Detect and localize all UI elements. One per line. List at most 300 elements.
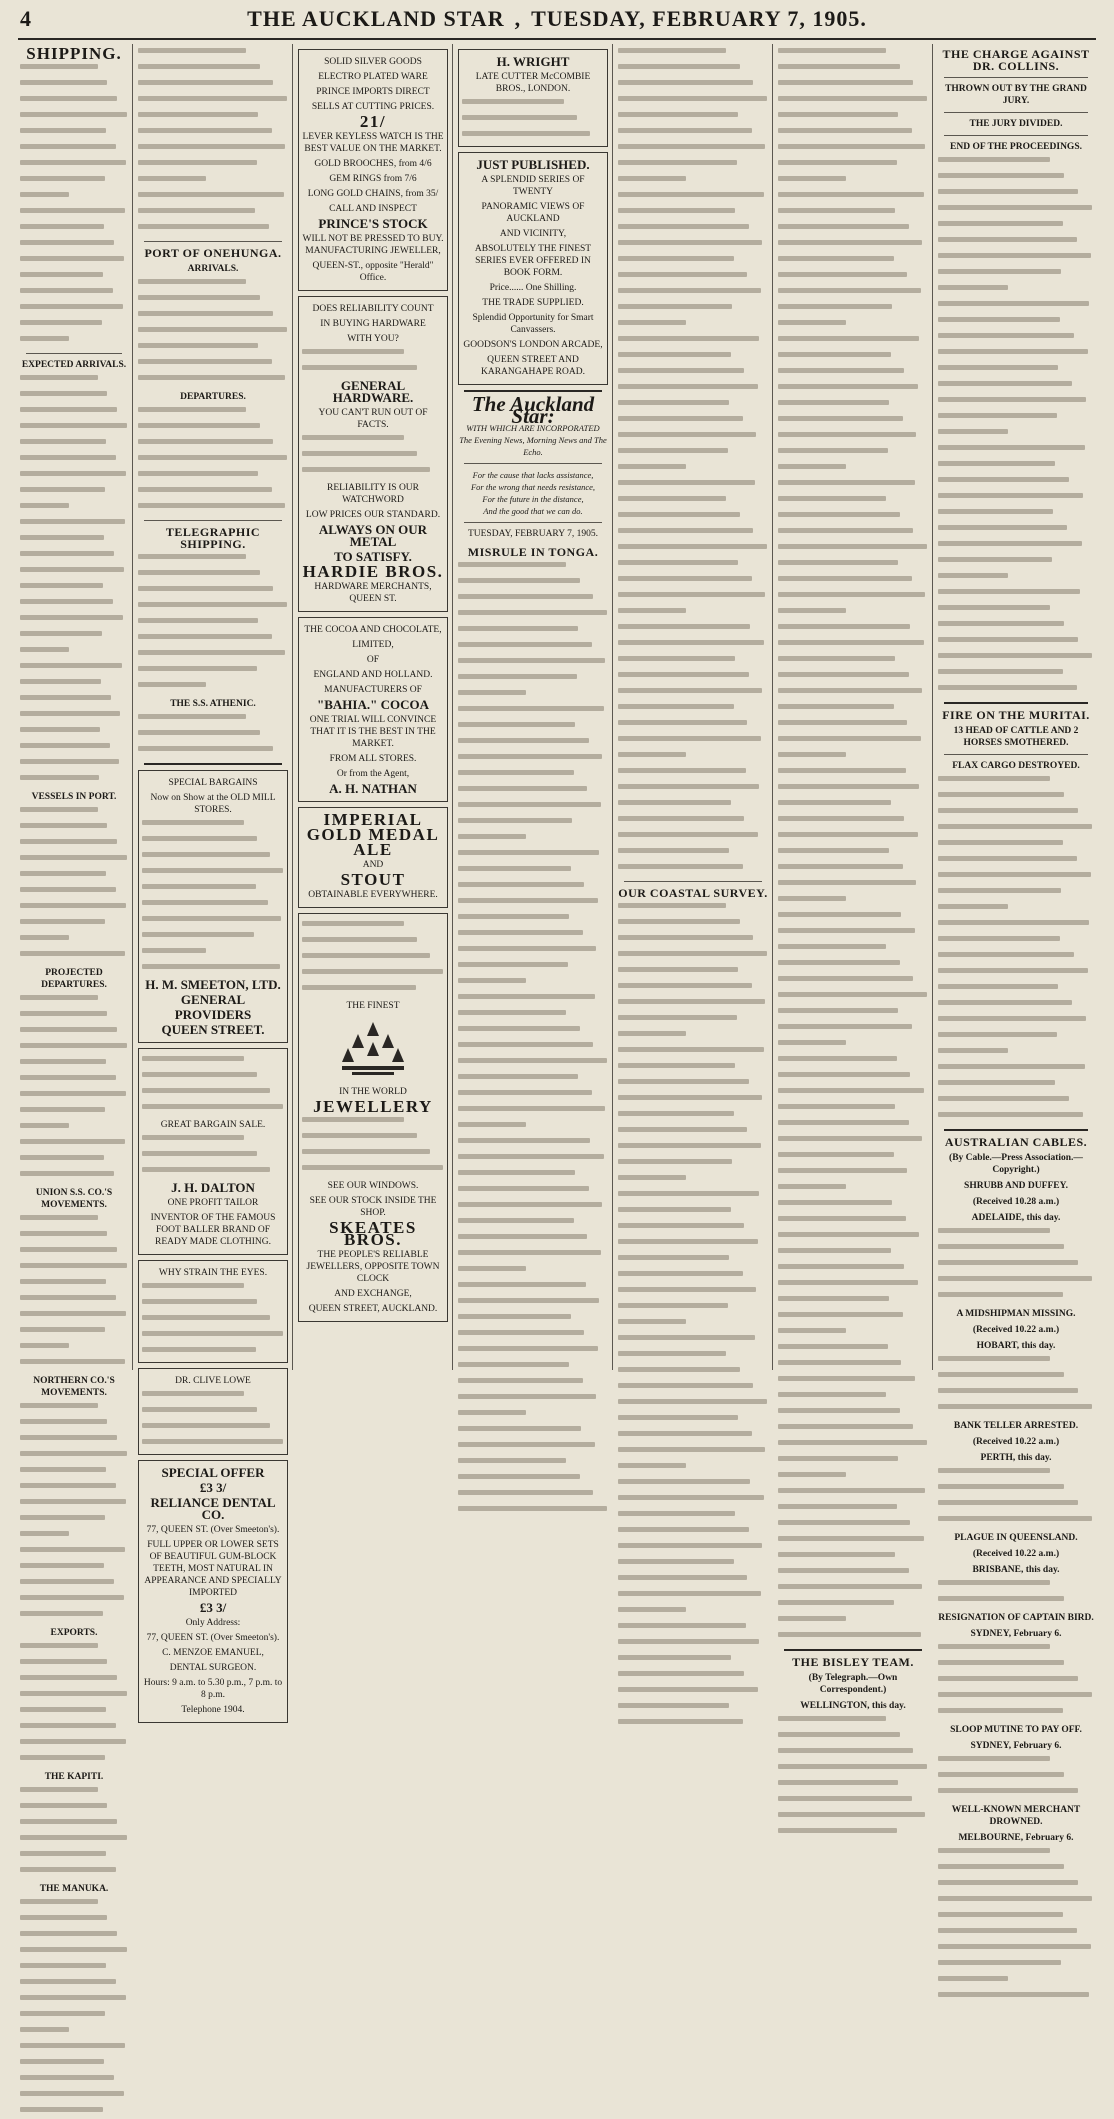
telegraph-credit: (By Telegraph.—Own Correspondent.): [808, 1673, 898, 1695]
text-line: [20, 535, 128, 547]
text-line: [778, 736, 928, 748]
text-line: [138, 279, 288, 291]
text-line: [938, 1848, 1094, 1860]
text-line: [20, 599, 128, 611]
body-text-lines: [20, 1899, 128, 2119]
text-line: [938, 1692, 1094, 1704]
text-line: [20, 1659, 128, 1671]
text-line: [938, 1484, 1094, 1496]
body-text-lines: [20, 64, 128, 348]
text-line: [778, 1408, 928, 1420]
text-line: [778, 480, 928, 492]
text-line: [20, 455, 128, 467]
text-line: [618, 512, 768, 524]
text-line: [618, 1415, 768, 1427]
text-line: [20, 1595, 128, 1607]
just-published: JUST PUBLISHED.: [476, 157, 590, 172]
text-line: [618, 1671, 768, 1683]
text-line: [618, 999, 768, 1011]
text-line: [618, 544, 768, 556]
text-line: [20, 583, 128, 595]
text-line: [302, 921, 444, 933]
text-line: [138, 714, 288, 726]
and-vicinity: AND VICINITY,: [499, 229, 567, 239]
text-line: [302, 467, 444, 479]
text-line: [20, 1723, 128, 1735]
text-line: [302, 1149, 444, 1161]
text-line: [618, 1687, 768, 1699]
text-line: [20, 1787, 128, 1799]
text-line: [938, 653, 1094, 665]
text-line: [20, 1311, 128, 1323]
text-line: [20, 1547, 128, 1559]
text-line: [618, 576, 768, 588]
text-line: [778, 416, 928, 428]
text-line: [458, 898, 608, 910]
motto-line: And the good that we can do.: [483, 506, 583, 516]
text-line: [458, 786, 608, 798]
text-line: [20, 951, 128, 963]
text-line: [618, 640, 768, 652]
port-onehunga-heading: PORT OF ONEHUNGA.: [144, 246, 282, 260]
text-line: [618, 832, 768, 844]
text-line: [142, 1151, 284, 1163]
princes-stock: PRINCE'S STOCK: [318, 216, 428, 231]
text-line: [20, 1739, 128, 1751]
text-line: [20, 1563, 128, 1575]
text-line: [618, 400, 768, 412]
text-line: [458, 690, 608, 702]
text-line: [20, 240, 128, 252]
text-line: [138, 112, 288, 124]
text-line: [20, 288, 128, 300]
text-line: [618, 128, 768, 140]
text-line: [458, 578, 608, 590]
text-line: [138, 503, 288, 515]
text-line: [778, 448, 928, 460]
text-line: [938, 1596, 1094, 1608]
text-line: [20, 192, 128, 204]
text-line: [938, 1276, 1094, 1288]
text-line: [20, 1483, 128, 1495]
text-line: [938, 1660, 1094, 1672]
text-line: [142, 1439, 284, 1451]
text-line: [618, 1655, 768, 1667]
text-line: [20, 1215, 128, 1227]
merchant-drowned-heading: WELL-KNOWN MERCHANT DROWNED.: [951, 1805, 1081, 1827]
text-line: [20, 807, 128, 819]
reliability-watchword: RELIABILITY IS OUR WATCHWORD: [327, 483, 419, 505]
text-line: [142, 1072, 284, 1084]
body-text-lines: [938, 776, 1094, 1124]
text-line: [618, 432, 768, 444]
text-line: [458, 1026, 608, 1038]
text-line: [138, 423, 288, 435]
text-line: [138, 64, 288, 76]
cocoa-line: THE COCOA AND CHOCOLATE,: [304, 625, 442, 635]
text-line: [138, 224, 288, 236]
text-line: [778, 464, 928, 476]
text-line: [458, 1234, 608, 1246]
text-line: [20, 336, 128, 348]
text-line: [20, 1091, 128, 1103]
text-line: [618, 496, 768, 508]
text-line: [302, 1117, 444, 1129]
text-line: [618, 608, 768, 620]
text-line: [20, 471, 128, 483]
text-line: [778, 176, 928, 188]
text-line: [142, 1135, 284, 1147]
hardie-advertisement: [298, 296, 448, 612]
text-line: [938, 1516, 1094, 1528]
text-line: [20, 423, 128, 435]
text-line: [618, 656, 768, 668]
text-line: [778, 608, 928, 620]
text-line: [20, 839, 128, 851]
text-line: [778, 1056, 928, 1068]
text-line: [778, 576, 928, 588]
text-line: [618, 336, 768, 348]
text-line: [938, 1928, 1094, 1940]
text-line: [142, 1104, 284, 1116]
text-line: [142, 836, 284, 848]
text-line: [618, 903, 768, 915]
text-line: [20, 1327, 128, 1339]
text-line: [20, 1931, 128, 1943]
price-shilling: Price...... One Shilling.: [489, 283, 577, 293]
text-line: [618, 1607, 768, 1619]
incorporated-titles: The Evening News, Morning News and The Echo.: [459, 435, 607, 457]
text-line: [142, 820, 284, 832]
text-line: [938, 589, 1094, 601]
text-line: [138, 439, 288, 451]
text-line: [302, 969, 444, 981]
text-line: [778, 1828, 928, 1840]
text-line: [778, 704, 928, 716]
text-line: [20, 407, 128, 419]
body-text-lines: [142, 1056, 284, 1116]
text-line: [20, 1343, 128, 1355]
text-line: [458, 1250, 608, 1262]
dalton-name: J. H. DALTON: [171, 1180, 255, 1195]
text-line: [458, 1122, 608, 1134]
text-line: [138, 666, 288, 678]
text-line: [938, 968, 1094, 980]
text-line: [938, 557, 1094, 569]
text-line: [458, 850, 608, 862]
prince-imports: PRINCE IMPORTS DIRECT: [316, 87, 430, 97]
trade-supplied: THE TRADE SUPPLIED.: [482, 298, 584, 308]
text-line: [938, 477, 1094, 489]
text-line: [938, 1880, 1094, 1892]
text-line: [20, 1123, 128, 1135]
melbourne-dateline: MELBOURNE, February 6.: [958, 1833, 1074, 1843]
text-line: [938, 952, 1094, 964]
paper-title: The Auckland Star:: [471, 392, 595, 428]
column-three: [298, 44, 448, 1370]
adelaide-dateline: ADELAIDE, this day.: [971, 1213, 1061, 1223]
text-line: [938, 808, 1094, 820]
with-you: WITH YOU?: [347, 334, 399, 344]
text-line: [938, 493, 1094, 505]
text-line: [938, 1292, 1094, 1304]
text-line: [618, 240, 768, 252]
skeates-advertisement: [298, 913, 448, 1322]
column-four: [458, 44, 608, 1370]
low-prices: LOW PRICES OUR STANDARD.: [305, 510, 441, 520]
text-line: [778, 864, 928, 876]
text-line: [778, 800, 928, 812]
text-line: [20, 1279, 128, 1291]
finest-series: ABSOLUTELY THE FINEST SERIES EVER OFFERED IN BOOK FORM.: [474, 244, 592, 278]
text-line: [778, 1344, 928, 1356]
text-line: [778, 1248, 928, 1260]
motto-line: For the wrong that needs resistance,: [470, 482, 596, 492]
from-all-stores: FROM ALL STORES.: [329, 754, 417, 764]
text-line: [778, 1504, 928, 1516]
text-line: [778, 1232, 928, 1244]
text-line: [938, 1372, 1094, 1384]
text-line: [778, 1812, 928, 1824]
text-line: [138, 634, 288, 646]
text-line: [778, 944, 928, 956]
text-line: [142, 932, 284, 944]
text-line: [938, 1644, 1094, 1656]
and-exchange: AND EXCHANGE,: [334, 1289, 412, 1299]
text-line: [938, 685, 1094, 697]
text-line: [458, 978, 608, 990]
text-line: [778, 816, 928, 828]
text-line: [138, 311, 288, 323]
text-line: [778, 1360, 928, 1372]
text-line: [618, 672, 768, 684]
text-line: [142, 1088, 284, 1100]
text-line: [20, 1359, 128, 1371]
body-text-lines: [20, 1643, 128, 1767]
text-line: [938, 792, 1094, 804]
midshipman-heading: A MIDSHIPMAN MISSING.: [956, 1309, 1076, 1319]
text-line: [938, 413, 1094, 425]
text-line: [20, 1819, 128, 1831]
text-line: [20, 1155, 128, 1167]
text-line: [20, 1247, 128, 1259]
text-line: [458, 770, 608, 782]
text-line: [938, 397, 1094, 409]
body-text-lines: [938, 1580, 1094, 1608]
text-line: [458, 1474, 608, 1486]
text-line: [938, 461, 1094, 473]
text-line: [618, 1527, 768, 1539]
text-line: [618, 1207, 768, 1219]
text-line: [938, 1772, 1094, 1784]
text-line: [778, 784, 928, 796]
text-line: [778, 528, 928, 540]
text-line: [938, 349, 1094, 361]
text-line: [618, 1095, 768, 1107]
text-line: [938, 605, 1094, 617]
text-line: [778, 432, 928, 444]
smeeton-advertisement: [138, 770, 288, 1043]
text-line: [938, 1032, 1094, 1044]
text-line: [138, 343, 288, 355]
text-line: [618, 304, 768, 316]
text-line: [938, 1708, 1094, 1720]
text-line: [20, 903, 128, 915]
text-line: [138, 455, 288, 467]
text-line: [938, 525, 1094, 537]
column-two: [138, 44, 288, 1715]
text-line: [618, 704, 768, 716]
body-text-lines: [138, 554, 288, 694]
column-rule: [772, 44, 773, 1370]
text-line: [138, 471, 288, 483]
received-time: (Received 10.28 a.m.): [972, 1197, 1060, 1207]
union-movements-heading: UNION S.S. CO.'S MOVEMENTS.: [35, 1188, 113, 1210]
text-line: [458, 754, 608, 766]
text-line: [138, 554, 288, 566]
text-line: [618, 1239, 768, 1251]
reliance-dental-advertisement: [138, 1460, 288, 1723]
text-line: [138, 682, 288, 694]
text-line: [938, 1080, 1094, 1092]
text-line: [20, 567, 128, 579]
text-line: [618, 1623, 768, 1635]
shrubb-heading: SHRUBB AND DUFFEY.: [964, 1181, 1068, 1191]
text-line: [138, 570, 288, 582]
text-line: [778, 288, 928, 300]
plague-heading: PLAGUE IN QUEENSLAND.: [954, 1533, 1078, 1543]
series-of-views: A SPLENDID SERIES OF TWENTY: [481, 175, 585, 197]
see-stock: SEE OUR STOCK INSIDE THE SHOP.: [309, 1196, 437, 1218]
text-line: [618, 1127, 768, 1139]
gem-rings: GEM RINGS from 7/6: [329, 174, 417, 184]
text-line: [20, 1499, 128, 1511]
text-line: [618, 176, 768, 188]
text-line: [778, 1748, 928, 1760]
cocoa-line: LIMITED,: [352, 640, 394, 650]
text-line: [458, 1314, 608, 1326]
text-line: [458, 818, 608, 830]
text-line: [302, 985, 444, 997]
text-line: [778, 1120, 928, 1132]
text-line: [938, 301, 1094, 313]
text-line: [618, 1447, 768, 1459]
text-line: [618, 1543, 768, 1555]
text-line: [778, 80, 928, 92]
text-line: [618, 320, 768, 332]
text-line: [458, 866, 608, 878]
text-line: [138, 96, 288, 108]
text-line: [938, 1992, 1094, 2004]
text-line: [20, 695, 128, 707]
dalton-advertisement: [138, 1048, 288, 1255]
text-line: [138, 487, 288, 499]
text-line: [618, 368, 768, 380]
text-line: [778, 304, 928, 316]
text-line: [778, 560, 928, 572]
editorial-masthead: [458, 392, 608, 540]
resignation-heading: RESIGNATION OF CAPTAIN BIRD.: [938, 1613, 1094, 1623]
text-line: [618, 144, 768, 156]
text-line: [20, 663, 128, 675]
text-line: [20, 128, 128, 140]
text-line: [20, 823, 128, 835]
column-rule: [132, 44, 133, 1370]
text-line: [618, 1271, 768, 1283]
text-line: [20, 96, 128, 108]
flax-destroyed: FLAX CARGO DESTROYED.: [952, 761, 1080, 771]
body-text-lines: [20, 1403, 128, 1623]
peoples-jewellers: THE PEOPLE'S RELIABLE JEWELLERS, OPPOSITE TOWN CLOCK: [306, 1250, 440, 1284]
text-line: [138, 359, 288, 371]
text-line: [938, 253, 1094, 265]
text-line: [458, 946, 608, 958]
text-line: [142, 948, 284, 960]
brooches: GOLD BROOCHES, from 4/6: [314, 159, 432, 169]
text-line: [618, 1575, 768, 1587]
text-line: [778, 1440, 928, 1452]
text-line: [778, 992, 928, 1004]
text-line: [778, 912, 928, 924]
exports-heading: EXPORTS.: [50, 1628, 98, 1638]
column-seven: [938, 44, 1094, 1843]
see-windows: SEE OUR WINDOWS.: [327, 1181, 419, 1191]
text-line: [618, 1143, 768, 1155]
text-line: [938, 509, 1094, 521]
text-line: [778, 240, 928, 252]
text-line: [618, 1495, 768, 1507]
text-line: [778, 1088, 928, 1100]
text-line: [938, 573, 1094, 585]
text-line: [938, 1356, 1094, 1368]
cutting-prices: SELLS AT CUTTING PRICES.: [311, 102, 435, 112]
text-line: [618, 720, 768, 732]
text-line: [20, 320, 128, 332]
text-line: [938, 365, 1094, 377]
text-line: [778, 1008, 928, 1020]
text-line: [778, 1536, 928, 1548]
text-line: [20, 2059, 128, 2071]
column-rule: [292, 44, 293, 1370]
departures-heading: DEPARTURES.: [180, 392, 246, 402]
text-line: [938, 237, 1094, 249]
text-line: [938, 1580, 1094, 1592]
text-line: [618, 352, 768, 364]
text-line: [778, 1392, 928, 1404]
text-line: [618, 480, 768, 492]
text-line: [778, 64, 928, 76]
clive-lowe: DR. CLIVE LOWE: [175, 1376, 251, 1386]
text-line: [618, 983, 768, 995]
text-line: [618, 1175, 768, 1187]
body-text-lines: [938, 157, 1094, 697]
text-line: [778, 1184, 928, 1196]
text-line: [778, 160, 928, 172]
body-text-lines: [778, 48, 928, 1644]
text-line: [20, 1531, 128, 1543]
watch-text: LEVER KEYLESS WATCH IS THE BEST VALUE ON THE MARKET.: [302, 132, 444, 154]
text-line: [20, 919, 128, 931]
body-text-lines: [618, 903, 768, 1731]
text-line: [20, 631, 128, 643]
goodsons-address: QUEEN STREET AND KARANGAHAPE ROAD.: [481, 355, 585, 377]
text-line: [618, 800, 768, 812]
body-text-lines: [138, 48, 288, 236]
text-line: [778, 672, 928, 684]
text-line: [458, 594, 608, 606]
text-line: [938, 189, 1094, 201]
text-line: [618, 256, 768, 268]
